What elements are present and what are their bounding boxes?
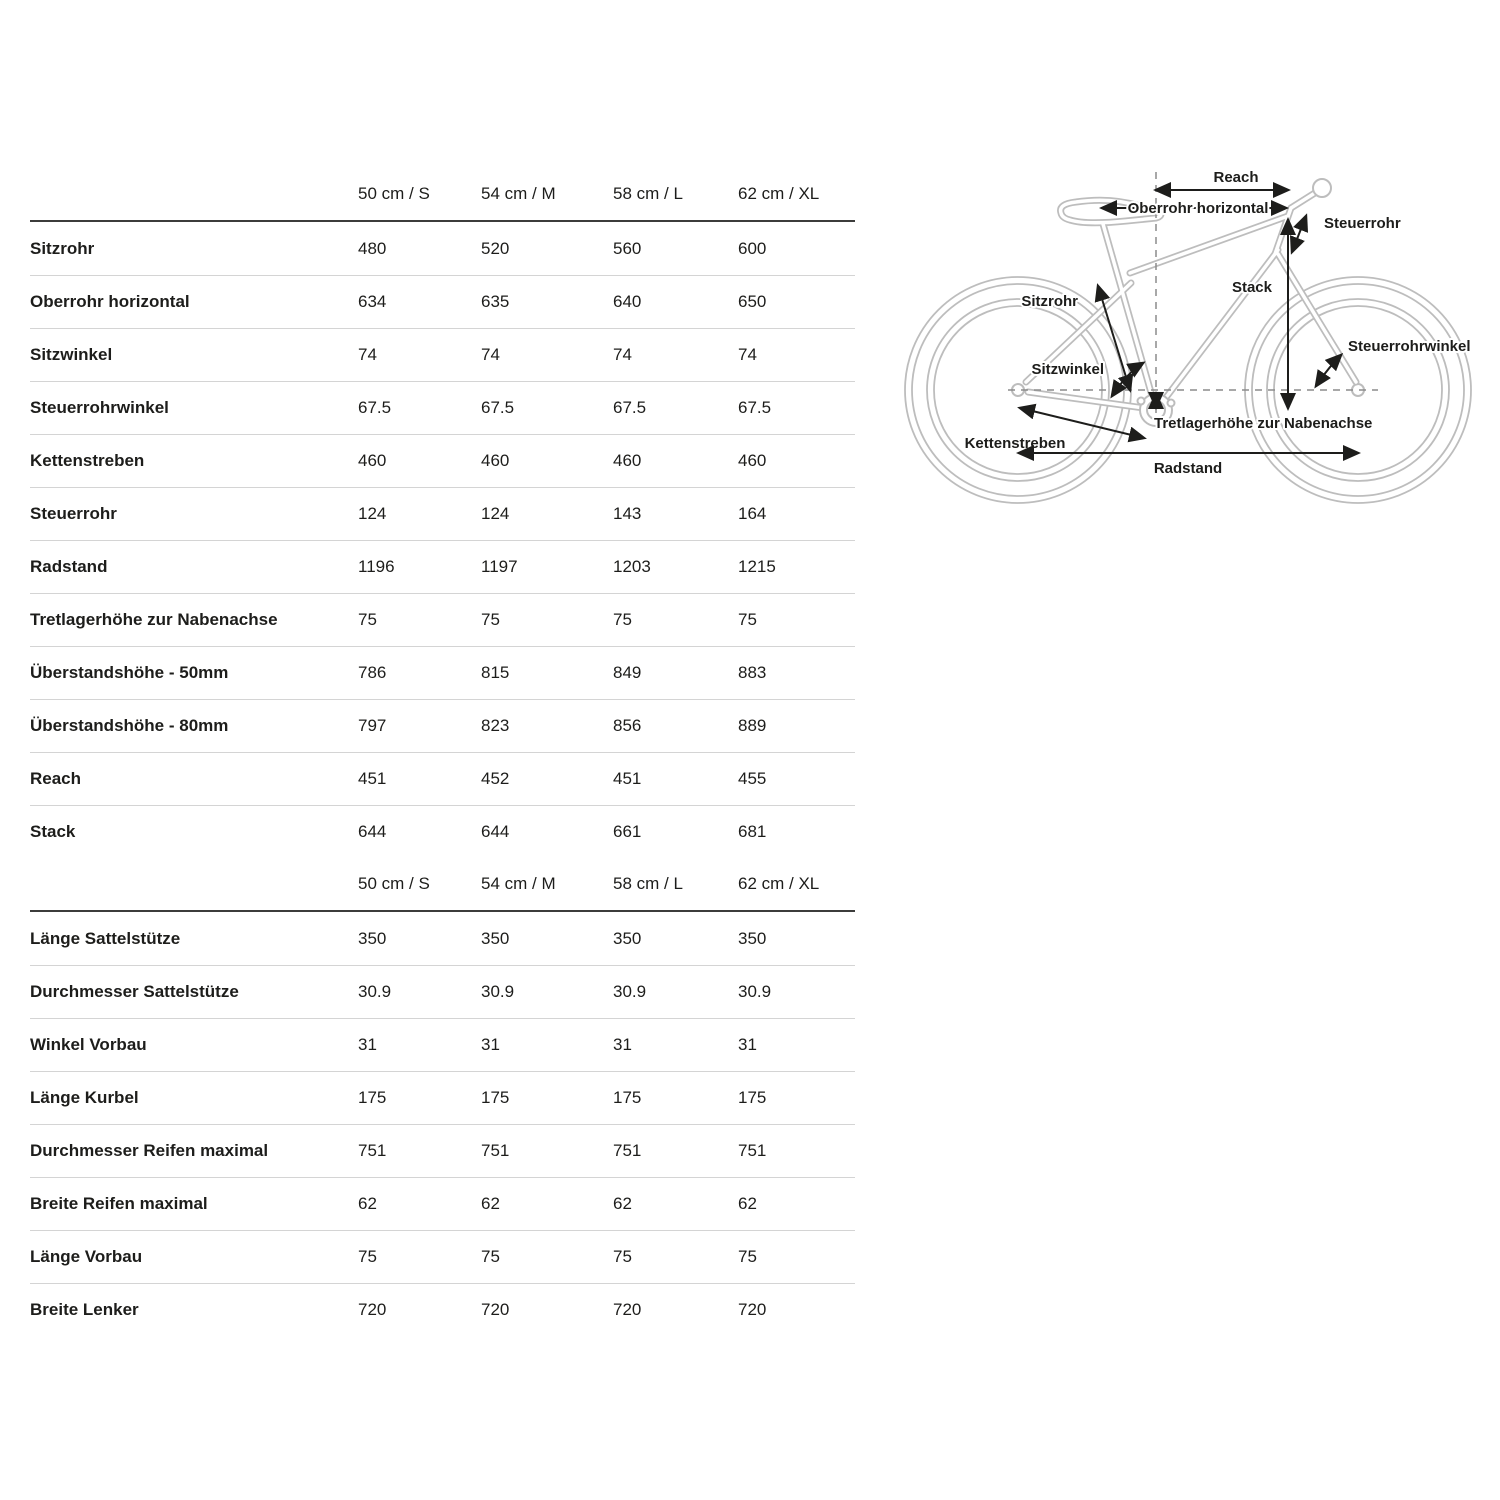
row-label: Sitzwinkel [30, 345, 113, 364]
row-value: 720 [481, 1300, 510, 1319]
row-value: 720 [738, 1300, 767, 1319]
steuerrohr-arrow [1292, 216, 1306, 252]
row-value: 640 [613, 292, 642, 311]
components-section [30, 912, 855, 1336]
row-value: 75 [358, 1247, 377, 1266]
row-value: 75 [738, 610, 757, 629]
row-value: 75 [481, 1247, 500, 1266]
row-value: 815 [481, 663, 510, 682]
row-label: Überstandshöhe - 50mm [30, 663, 229, 682]
row-value: 62 [613, 1194, 632, 1213]
row-value: 67.5 [358, 398, 392, 417]
row-value: 644 [358, 822, 387, 841]
row-value: 67.5 [738, 398, 772, 417]
row-value: 164 [738, 504, 767, 523]
diagram-label-steuerrohr: Steuerrohr [1324, 215, 1401, 232]
row-value: 30.9 [358, 982, 392, 1001]
diagram-label-reach: Reach [1213, 169, 1259, 186]
table-row [30, 1124, 855, 1177]
row-value: 175 [358, 1088, 387, 1107]
size-header: 62 cm / XL [738, 184, 820, 203]
row-value: 175 [613, 1088, 642, 1107]
row-label: Winkel Vorbau [30, 1035, 147, 1054]
table-row [30, 1230, 855, 1283]
diagram-label-sitzwinkel: Sitzwinkel [1031, 361, 1104, 378]
size-header: 54 cm / M [481, 184, 556, 203]
row-label: Durchmesser Sattelstütze [30, 982, 239, 1001]
row-label: Durchmesser Reifen maximal [30, 1141, 269, 1160]
table-row [30, 752, 855, 805]
row-value: 451 [613, 769, 642, 788]
table-row [30, 540, 855, 593]
steuerrohrwinkel-arc [1316, 355, 1341, 386]
size-header: 62 cm / XL [738, 874, 820, 893]
row-label: Radstand [30, 557, 108, 576]
row-value: 74 [481, 345, 500, 364]
row-label: Länge Vorbau [30, 1247, 143, 1266]
row-value: 30.9 [613, 982, 647, 1001]
table-row [30, 593, 855, 646]
row-value: 1203 [613, 557, 651, 576]
row-label: Oberrohr horizontal [30, 292, 190, 311]
row-value: 1215 [738, 557, 776, 576]
diagram-label-radstand: Radstand [1153, 460, 1223, 477]
size-header: 58 cm / L [613, 184, 683, 203]
row-label: Länge Kurbel [30, 1088, 139, 1107]
front-wheel [1245, 277, 1471, 503]
row-value: 451 [358, 769, 387, 788]
row-value: 124 [358, 504, 387, 523]
table-row [30, 1018, 855, 1071]
row-value: 31 [738, 1035, 757, 1054]
row-label: Steuerrohr [30, 504, 117, 523]
bike-geometry-diagram [898, 158, 1498, 510]
row-value: 1197 [481, 557, 518, 576]
diagram-label-oberrohr: Oberrohr horizontal [1127, 200, 1269, 217]
row-label: Kettenstreben [30, 451, 145, 470]
row-value: 883 [738, 663, 767, 682]
row-label: Stack [30, 822, 76, 841]
row-value: 143 [613, 504, 642, 523]
size-header: 50 cm / S [358, 184, 430, 203]
row-value: 480 [358, 238, 387, 258]
diagram-label-stack: Stack [1231, 279, 1272, 296]
diagram-label-tretlagerhoehe: Tretlagerhöhe zur Nabenachse [1154, 415, 1373, 432]
row-value: 175 [738, 1088, 767, 1107]
row-value: 751 [613, 1141, 642, 1160]
row-value: 856 [613, 716, 642, 735]
row-value: 455 [738, 769, 767, 788]
row-value: 634 [358, 292, 387, 311]
row-value: 75 [481, 610, 500, 629]
row-value: 681 [738, 822, 767, 841]
row-value: 30.9 [738, 982, 772, 1001]
diagram-label-steuerrohrwinkel: Steuerrohrwinkel [1348, 338, 1471, 355]
row-value: 520 [481, 238, 510, 258]
row-value: 720 [358, 1300, 387, 1319]
row-value: 751 [481, 1141, 510, 1160]
handlebar-grip [1313, 179, 1331, 197]
row-value: 849 [613, 663, 642, 682]
table-row [30, 912, 855, 965]
row-value: 661 [613, 822, 642, 841]
table-row [30, 1071, 855, 1124]
row-label: Länge Sattelstütze [30, 928, 181, 948]
row-value: 31 [481, 1035, 500, 1054]
table-row [30, 275, 855, 328]
row-label: Sitzrohr [30, 238, 95, 258]
row-value: 889 [738, 716, 767, 735]
table-row [30, 646, 855, 699]
row-value: 350 [738, 928, 767, 948]
row-value: 720 [613, 1300, 642, 1319]
size-header: 50 cm / S [358, 874, 430, 893]
table-row [30, 222, 855, 275]
row-label: Überstandshöhe - 80mm [30, 716, 229, 735]
row-value: 644 [481, 822, 510, 841]
row-value: 74 [358, 345, 377, 364]
row-value: 350 [613, 928, 642, 948]
row-value: 30.9 [481, 982, 515, 1001]
row-value: 175 [481, 1088, 510, 1107]
row-label: Tretlagerhöhe zur Nabenachse [30, 610, 278, 629]
row-value: 1196 [358, 557, 395, 576]
row-value: 600 [738, 238, 767, 258]
diagram-label-kettenstreben: Kettenstreben [964, 435, 1066, 452]
table-row [30, 328, 855, 381]
row-value: 74 [613, 345, 632, 364]
row-value: 460 [358, 451, 387, 470]
row-value: 452 [481, 769, 510, 788]
diagram-label-sitzrohr: Sitzrohr [1021, 293, 1078, 310]
row-value: 350 [358, 928, 387, 948]
row-label: Breite Lenker [30, 1300, 139, 1319]
table-row [30, 1283, 855, 1336]
row-label: Steuerrohrwinkel [30, 398, 169, 417]
row-value: 75 [613, 610, 632, 629]
table-row [30, 805, 855, 858]
geometry-section [30, 222, 855, 858]
size-header: 58 cm / L [613, 874, 683, 893]
row-value: 31 [358, 1035, 377, 1054]
row-value: 74 [738, 345, 757, 364]
row-label: Reach [30, 769, 82, 788]
size-header-row [30, 858, 855, 912]
size-header-row [30, 168, 855, 222]
row-value: 124 [481, 504, 510, 523]
row-value: 460 [613, 451, 642, 470]
row-value: 460 [738, 451, 767, 470]
geometry-table [30, 168, 855, 1336]
table-row [30, 1177, 855, 1230]
row-value: 460 [481, 451, 510, 470]
table-row [30, 434, 855, 487]
row-value: 62 [481, 1194, 500, 1213]
row-value: 560 [613, 238, 642, 258]
row-value: 67.5 [481, 398, 515, 417]
size-header: 54 cm / M [481, 874, 556, 893]
row-value: 797 [358, 716, 387, 735]
row-value: 62 [358, 1194, 377, 1213]
row-value: 62 [738, 1194, 757, 1213]
row-value: 75 [738, 1247, 757, 1266]
row-value: 751 [358, 1141, 387, 1160]
row-value: 786 [358, 663, 387, 682]
row-value: 635 [481, 292, 510, 311]
table-row [30, 381, 855, 434]
row-value: 751 [738, 1141, 767, 1160]
table-row [30, 487, 855, 540]
row-label: Breite Reifen maximal [30, 1194, 208, 1213]
row-value: 350 [481, 928, 510, 948]
row-value: 823 [481, 716, 510, 735]
table-row [30, 699, 855, 752]
row-value: 75 [613, 1247, 632, 1266]
row-value: 75 [358, 610, 377, 629]
row-value: 67.5 [613, 398, 647, 417]
table-row [30, 965, 855, 1018]
row-value: 650 [738, 292, 767, 311]
row-value: 31 [613, 1035, 632, 1054]
